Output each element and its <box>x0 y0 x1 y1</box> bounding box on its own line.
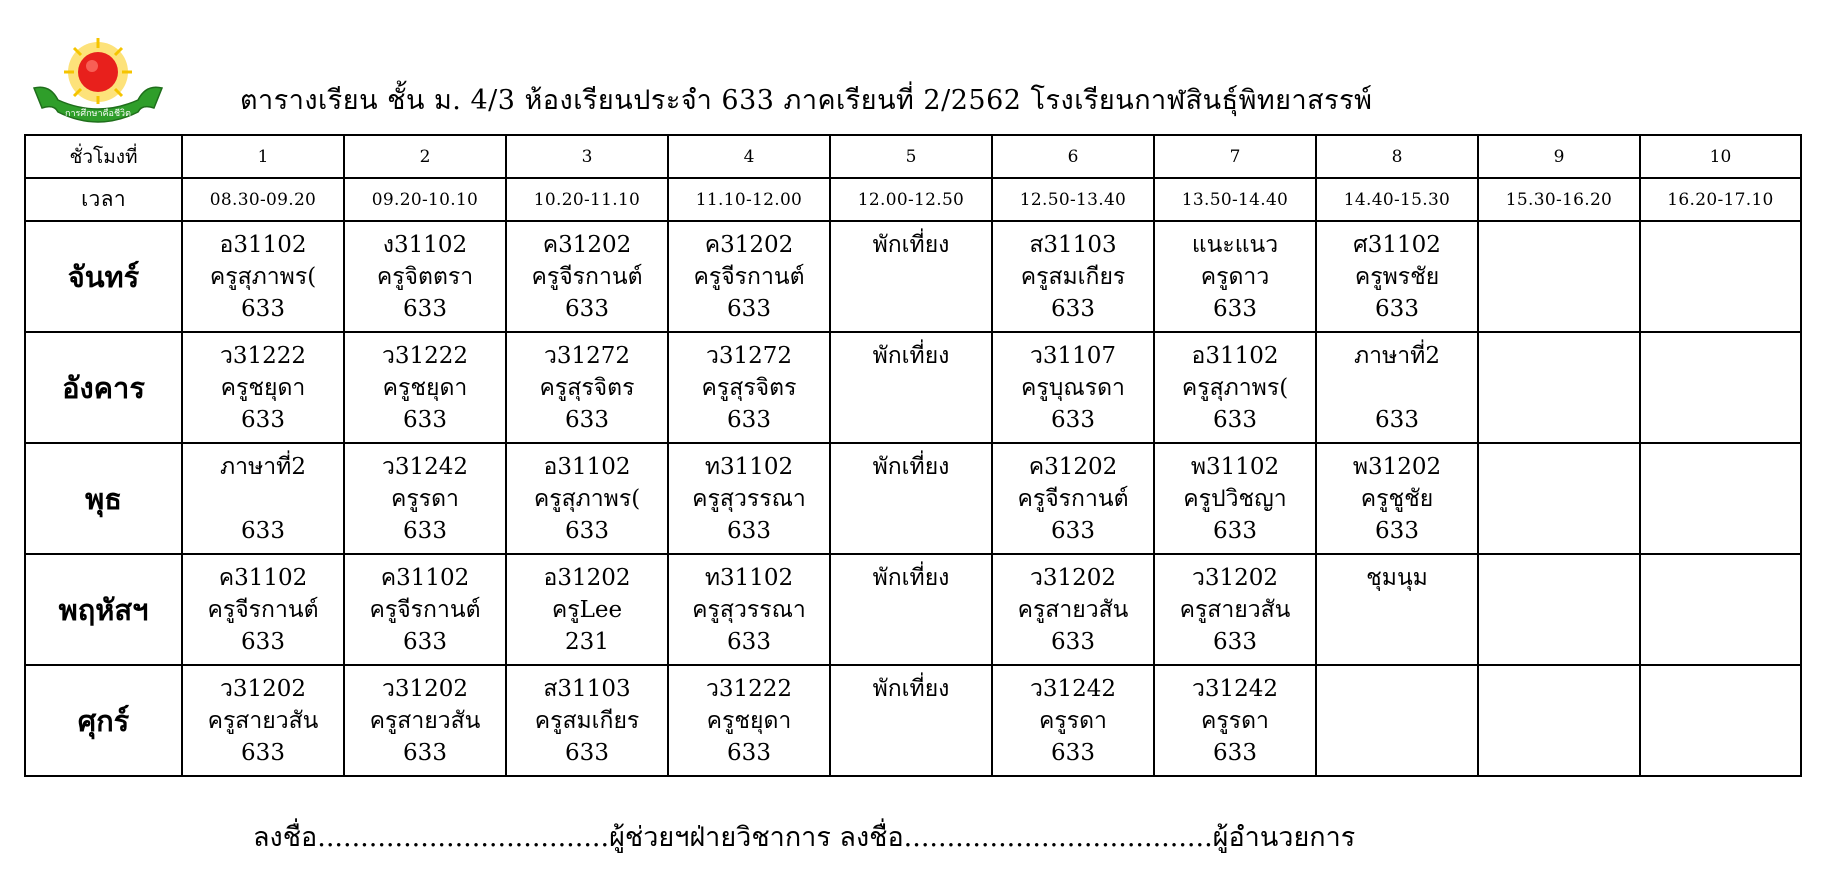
room-number: 633 <box>1051 407 1095 433</box>
room-number: 633 <box>1213 407 1257 433</box>
subject-code: ว31272 <box>705 343 793 369</box>
teacher-name <box>1479 261 1639 293</box>
class-cell <box>344 332 506 443</box>
period-number: 7 <box>1154 135 1316 178</box>
class-cell <box>1640 332 1801 443</box>
class-cell <box>1154 665 1316 776</box>
subject-code: ว31202 <box>1191 565 1279 591</box>
day-name: พฤหัสฯ <box>25 554 182 665</box>
time-slot: 09.20-10.10 <box>344 178 506 221</box>
subject-code: ค31202 <box>704 232 794 258</box>
class-cell-content <box>183 333 343 436</box>
class-cell-content <box>669 444 829 547</box>
class-cell <box>1316 332 1478 443</box>
class-cell-content <box>831 555 991 658</box>
subject-code: ศ31102 <box>1353 232 1441 258</box>
room-number: 633 <box>565 296 609 322</box>
room-number: 231 <box>565 629 609 655</box>
class-cell <box>182 443 344 554</box>
class-cell-content <box>1317 444 1477 547</box>
period-number: 5 <box>830 135 992 178</box>
class-cell-content <box>183 555 343 658</box>
room-number: 633 <box>403 407 447 433</box>
class-cell <box>992 554 1154 665</box>
teacher-name <box>1317 705 1477 737</box>
period-label: ชั่วโมงที่ <box>25 135 182 178</box>
class-cell-content <box>345 222 505 325</box>
room-number <box>1479 293 1639 325</box>
time-slot: 08.30-09.20 <box>182 178 344 221</box>
class-cell <box>506 554 668 665</box>
subject-code: ว31107 <box>1029 343 1117 369</box>
subject-code <box>1641 673 1800 705</box>
teacher-name <box>831 594 991 626</box>
teacher-name: ครูจีรกานต์ <box>1017 486 1129 512</box>
class-cell-content <box>1155 555 1315 658</box>
teacher-name: ครูสายวสัน <box>1017 597 1129 623</box>
room-number <box>1641 515 1800 547</box>
teacher-name: ครูจีรกานต์ <box>207 597 319 623</box>
room-number: 633 <box>1375 407 1419 433</box>
subject-code <box>1641 562 1800 594</box>
class-cell-content <box>831 333 991 436</box>
timetable <box>24 134 1802 777</box>
class-cell-content <box>1479 222 1639 325</box>
subject-code: ว31222 <box>219 343 307 369</box>
subject-code: ค31202 <box>1028 454 1118 480</box>
room-number: 633 <box>403 518 447 544</box>
subject-code <box>1641 340 1800 372</box>
subject-code: ส31103 <box>1029 232 1117 258</box>
period-number: 10 <box>1640 135 1801 178</box>
subject-code: อ31202 <box>543 565 631 591</box>
teacher-name <box>1479 705 1639 737</box>
time-slot: 12.50-13.40 <box>992 178 1154 221</box>
subject-code: ภาษาที่2 <box>1354 343 1440 369</box>
teacher-name <box>1641 594 1800 626</box>
teacher-name: ครูจีรกานต์ <box>693 264 805 290</box>
subject-code: ว31242 <box>381 454 469 480</box>
room-number: 633 <box>241 407 285 433</box>
class-cell-content <box>1155 222 1315 325</box>
subject-code: ว31242 <box>1191 676 1279 702</box>
class-cell-content <box>993 666 1153 769</box>
subject-code <box>1479 340 1639 372</box>
teacher-name: ครูรดา <box>1039 708 1107 734</box>
class-cell-content <box>831 444 991 547</box>
day-name: ศุกร์ <box>25 665 182 776</box>
class-cell <box>1154 332 1316 443</box>
room-number: 633 <box>241 518 285 544</box>
teacher-name <box>1317 594 1477 626</box>
room-number: 633 <box>241 296 285 322</box>
subject-code: พักเที่ยง <box>872 232 950 258</box>
class-cell <box>1478 332 1640 443</box>
class-cell-content <box>345 444 505 547</box>
room-number <box>831 626 991 658</box>
school-emblem-icon <box>30 38 166 130</box>
period-number: 8 <box>1316 135 1478 178</box>
teacher-name <box>831 261 991 293</box>
class-cell-content <box>345 666 505 769</box>
room-number <box>1479 404 1639 436</box>
subject-code: ค31102 <box>380 565 470 591</box>
subject-code: ว31222 <box>381 343 469 369</box>
teacher-name: ครูสายวสัน <box>1179 597 1291 623</box>
class-cell-content <box>1641 444 1800 547</box>
class-cell-content <box>1641 555 1800 658</box>
class-cell <box>1154 554 1316 665</box>
class-cell-content <box>1641 333 1800 436</box>
class-cell <box>182 554 344 665</box>
ribbon-motto: การศึกษาคือชีวิต <box>65 109 131 119</box>
period-header-row <box>25 135 1801 178</box>
room-number: 633 <box>565 518 609 544</box>
subject-code: ภาษาที่2 <box>220 454 306 480</box>
day-name: อังคาร <box>25 332 182 443</box>
class-cell <box>1154 221 1316 332</box>
class-cell <box>830 443 992 554</box>
room-number: 633 <box>241 740 285 766</box>
class-cell <box>668 665 830 776</box>
day-row <box>25 443 1801 554</box>
teacher-name: ครูจีรกานต์ <box>369 597 481 623</box>
class-cell <box>668 332 830 443</box>
time-slot: 11.10-12.00 <box>668 178 830 221</box>
subject-code: ว31202 <box>219 676 307 702</box>
teacher-name: ครูพรชัย <box>1354 264 1440 290</box>
class-cell-content <box>1479 444 1639 547</box>
teacher-name <box>1479 372 1639 404</box>
teacher-name: ครูสุรจิตร <box>701 375 797 401</box>
subject-code: ค31202 <box>542 232 632 258</box>
teacher-name <box>1641 372 1800 404</box>
class-cell-content <box>507 333 667 436</box>
class-cell <box>1640 665 1801 776</box>
room-number <box>1317 737 1477 769</box>
subject-code: ว31202 <box>1029 565 1117 591</box>
class-cell-content <box>507 444 667 547</box>
class-cell-content <box>345 555 505 658</box>
class-cell <box>344 221 506 332</box>
room-number: 633 <box>241 629 285 655</box>
subject-code: ค31102 <box>218 565 308 591</box>
subject-code: ว31202 <box>381 676 469 702</box>
class-cell-content <box>669 555 829 658</box>
class-cell-content <box>507 555 667 658</box>
teacher-name: ครูชยุดา <box>382 375 468 401</box>
time-header-row <box>25 178 1801 221</box>
teacher-name: ครูชยุดา <box>220 375 306 401</box>
room-number: 633 <box>727 296 771 322</box>
teacher-name: ครูชูชัย <box>1360 486 1434 512</box>
class-cell <box>344 443 506 554</box>
teacher-name: ครูสายวสัน <box>369 708 481 734</box>
time-slot: 16.20-17.10 <box>1640 178 1801 221</box>
class-cell <box>506 443 668 554</box>
class-cell <box>182 665 344 776</box>
class-cell <box>668 554 830 665</box>
class-cell-content <box>993 222 1153 325</box>
period-number: 4 <box>668 135 830 178</box>
class-cell-content <box>993 444 1153 547</box>
teacher-name: ครูบุณรดา <box>1021 375 1125 401</box>
subject-code <box>1479 562 1639 594</box>
teacher-name: ครูสุภาพร( <box>533 486 641 512</box>
class-cell <box>1316 443 1478 554</box>
class-cell-content <box>1641 666 1800 769</box>
teacher-name: ครูสุรจิตร <box>539 375 635 401</box>
time-slot: 10.20-11.10 <box>506 178 668 221</box>
class-cell-content <box>831 222 991 325</box>
class-cell-content <box>993 333 1153 436</box>
room-number <box>1641 737 1800 769</box>
class-cell-content <box>507 222 667 325</box>
class-cell <box>344 554 506 665</box>
room-number <box>831 293 991 325</box>
room-number: 633 <box>403 740 447 766</box>
page-title: ตารางเรียน ชั้น ม. 4/3 ห้องเรียนประจำ 633 ภาคเรียนที่ 2/2562 โรงเรียนกาฬสินธุ์พิทยาสรรพ์ <box>240 85 1373 116</box>
class-cell-content <box>507 666 667 769</box>
time-slot: 14.40-15.30 <box>1316 178 1478 221</box>
class-cell <box>1640 221 1801 332</box>
subject-code <box>1317 673 1477 705</box>
class-cell <box>992 221 1154 332</box>
room-number: 633 <box>727 518 771 544</box>
period-number: 3 <box>506 135 668 178</box>
class-cell <box>830 665 992 776</box>
room-number: 633 <box>1213 629 1257 655</box>
room-number: 633 <box>1213 518 1257 544</box>
room-number <box>1641 293 1800 325</box>
class-cell-content <box>1317 666 1477 769</box>
class-cell <box>1640 443 1801 554</box>
teacher-name <box>831 372 991 404</box>
room-number: 633 <box>1375 296 1419 322</box>
room-number: 633 <box>1051 296 1095 322</box>
teacher-name: ครูสุวรรณา <box>692 597 806 623</box>
signature-line: ลงชื่อ..................................ผู้ช่วยฯฝ่ายวิชาการ ลงชื่อ....................................ผู้อำนวยการ <box>253 822 1356 853</box>
class-cell-content <box>1479 555 1639 658</box>
subject-code: พักเที่ยง <box>872 565 950 591</box>
room-number: 633 <box>565 740 609 766</box>
subject-code: พักเที่ยง <box>872 454 950 480</box>
room-number: 633 <box>727 740 771 766</box>
subject-code: ส31103 <box>543 676 631 702</box>
class-cell-content <box>1641 222 1800 325</box>
day-row <box>25 554 1801 665</box>
teacher-name <box>1479 483 1639 515</box>
subject-code: ง31102 <box>382 232 468 258</box>
subject-code: อ31102 <box>543 454 631 480</box>
room-number: 633 <box>1375 518 1419 544</box>
room-number: 633 <box>565 407 609 433</box>
subject-code <box>1479 673 1639 705</box>
subject-code: ท31102 <box>704 454 794 480</box>
class-cell-content <box>669 333 829 436</box>
class-cell <box>1478 554 1640 665</box>
day-name: พุธ <box>25 443 182 554</box>
class-cell-content <box>183 666 343 769</box>
time-slot: 13.50-14.40 <box>1154 178 1316 221</box>
class-cell <box>668 443 830 554</box>
teacher-name <box>1317 372 1477 404</box>
class-cell <box>830 221 992 332</box>
teacher-name: ครูสมเกียร <box>1020 264 1126 290</box>
subject-code: แนะแนว <box>1191 232 1279 258</box>
room-number <box>1641 404 1800 436</box>
subject-code: ท31102 <box>704 565 794 591</box>
class-cell <box>992 332 1154 443</box>
teacher-name: ครูรดา <box>1201 708 1269 734</box>
class-cell-content <box>183 222 343 325</box>
subject-code: อ31102 <box>1191 343 1279 369</box>
subject-code: ว31242 <box>1029 676 1117 702</box>
room-number: 633 <box>1213 296 1257 322</box>
teacher-name <box>183 483 343 515</box>
class-cell <box>1316 665 1478 776</box>
room-number: 633 <box>1051 629 1095 655</box>
red-sun <box>78 52 118 92</box>
class-cell-content <box>345 333 505 436</box>
teacher-name <box>831 705 991 737</box>
period-number: 6 <box>992 135 1154 178</box>
room-number: 633 <box>1051 740 1095 766</box>
class-cell-content <box>1317 333 1477 436</box>
subject-code: ว31272 <box>543 343 631 369</box>
class-cell <box>668 221 830 332</box>
class-cell <box>506 221 668 332</box>
class-cell <box>1478 443 1640 554</box>
teacher-name: ครูรดา <box>391 486 459 512</box>
class-cell-content <box>1479 666 1639 769</box>
teacher-name: ครูสุภาพร( <box>1181 375 1289 401</box>
room-number: 633 <box>403 296 447 322</box>
subject-code <box>1641 451 1800 483</box>
class-cell-content <box>1155 333 1315 436</box>
class-cell <box>182 332 344 443</box>
class-cell <box>506 332 668 443</box>
room-number: 633 <box>403 629 447 655</box>
class-cell <box>182 221 344 332</box>
subject-code <box>1641 229 1800 261</box>
teacher-name: ครูสายวสัน <box>207 708 319 734</box>
subject-code: พักเที่ยง <box>872 676 950 702</box>
subject-code <box>1479 451 1639 483</box>
room-number <box>831 404 991 436</box>
room-number: 633 <box>1213 740 1257 766</box>
teacher-name: ครูสมเกียร <box>534 708 640 734</box>
teacher-name: ครูจีรกานต์ <box>531 264 643 290</box>
teacher-name: ครูปวิชญา <box>1183 486 1287 512</box>
class-cell <box>1316 554 1478 665</box>
subject-code: ชุมนุม <box>1366 565 1428 591</box>
time-label: เวลา <box>25 178 182 221</box>
room-number <box>1641 626 1800 658</box>
class-cell <box>1478 221 1640 332</box>
subject-code: อ31102 <box>219 232 307 258</box>
subject-code <box>1479 229 1639 261</box>
teacher-name: ครูชยุดา <box>706 708 792 734</box>
teacher-name: ครูสุวรรณา <box>692 486 806 512</box>
subject-code: พ31202 <box>1352 454 1442 480</box>
time-slot: 15.30-16.20 <box>1478 178 1640 221</box>
time-slot: 12.00-12.50 <box>830 178 992 221</box>
period-number: 1 <box>182 135 344 178</box>
teacher-name: ครูสุภาพร( <box>209 264 317 290</box>
teacher-name <box>831 483 991 515</box>
class-cell <box>1640 554 1801 665</box>
class-cell <box>830 554 992 665</box>
class-cell <box>1154 443 1316 554</box>
teacher-name: ครูLee <box>551 597 623 623</box>
day-name: จันทร์ <box>25 221 182 332</box>
room-number <box>1479 515 1639 547</box>
room-number: 633 <box>1051 518 1095 544</box>
teacher-name: ครูดาว <box>1200 264 1270 290</box>
teacher-name <box>1641 705 1800 737</box>
class-cell-content <box>669 666 829 769</box>
class-cell-content <box>831 666 991 769</box>
class-cell-content <box>183 444 343 547</box>
room-number: 633 <box>727 407 771 433</box>
class-cell <box>344 665 506 776</box>
class-cell-content <box>1317 222 1477 325</box>
class-cell <box>1316 221 1478 332</box>
period-number: 9 <box>1478 135 1640 178</box>
class-cell-content <box>993 555 1153 658</box>
teacher-name <box>1479 594 1639 626</box>
day-row <box>25 221 1801 332</box>
room-number <box>1479 737 1639 769</box>
class-cell-content <box>1479 333 1639 436</box>
class-cell-content <box>1317 555 1477 658</box>
subject-code: พ31102 <box>1190 454 1280 480</box>
teacher-name <box>1641 261 1800 293</box>
class-cell-content <box>1155 444 1315 547</box>
day-row <box>25 665 1801 776</box>
class-cell-content <box>669 222 829 325</box>
class-cell <box>992 443 1154 554</box>
subject-code: พักเที่ยง <box>872 343 950 369</box>
room-number: 633 <box>727 629 771 655</box>
teacher-name <box>1641 483 1800 515</box>
class-cell <box>1478 665 1640 776</box>
room-number <box>831 515 991 547</box>
teacher-name: ครูจิตตรา <box>376 264 474 290</box>
subject-code: ว31222 <box>705 676 793 702</box>
period-number: 2 <box>344 135 506 178</box>
class-cell <box>992 665 1154 776</box>
class-cell-content <box>1155 666 1315 769</box>
class-cell <box>830 332 992 443</box>
class-cell <box>506 665 668 776</box>
room-number <box>1317 626 1477 658</box>
room-number <box>1479 626 1639 658</box>
room-number <box>831 737 991 769</box>
day-row <box>25 332 1801 443</box>
